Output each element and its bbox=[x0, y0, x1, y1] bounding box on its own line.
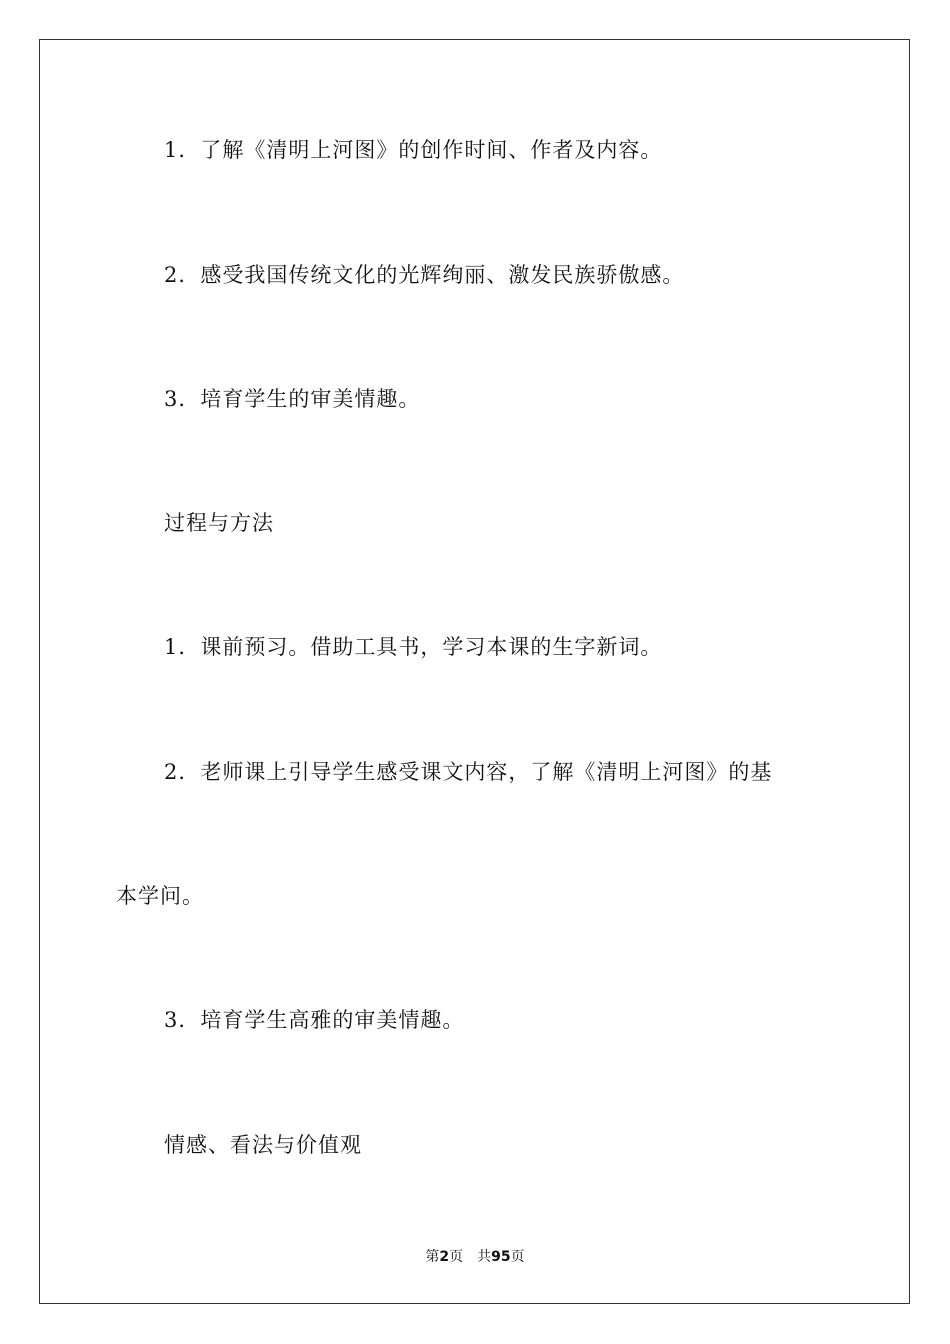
paragraph-process-3: 3．培育学生高雅的审美情趣。 bbox=[164, 1008, 465, 1032]
section-heading-emotion-values: 情感、看法与价值观 bbox=[164, 1133, 362, 1157]
paragraph-process-2-continued: 本学问。 bbox=[116, 884, 204, 908]
footer-total-prefix: 共 bbox=[477, 1249, 492, 1265]
paragraph-objective-3: 3．培育学生的审美情趣。 bbox=[164, 387, 421, 411]
section-heading-process-method: 过程与方法 bbox=[164, 511, 274, 535]
paragraph-process-2: 2．老师课上引导学生感受课文内容，了解《清明上河图》的基 bbox=[164, 760, 773, 784]
paragraph-process-1: 1．课前预习。借助工具书，学习本课的生字新词。 bbox=[164, 635, 663, 659]
footer-total-pages: 95 bbox=[491, 1249, 511, 1265]
footer-page-suffix: 页 bbox=[449, 1249, 464, 1265]
footer-page-number: 2 bbox=[439, 1249, 450, 1265]
page-border bbox=[39, 39, 910, 1304]
footer-page-prefix: 第 bbox=[425, 1249, 440, 1265]
paragraph-objective-1: 1．了解《清明上河图》的创作时间、作者及内容。 bbox=[164, 138, 663, 162]
paragraph-objective-2: 2．感受我国传统文化的光辉绚丽、激发民族骄傲感。 bbox=[164, 263, 685, 287]
page-footer bbox=[0, 1248, 950, 1266]
footer-total-suffix: 页 bbox=[510, 1249, 525, 1265]
